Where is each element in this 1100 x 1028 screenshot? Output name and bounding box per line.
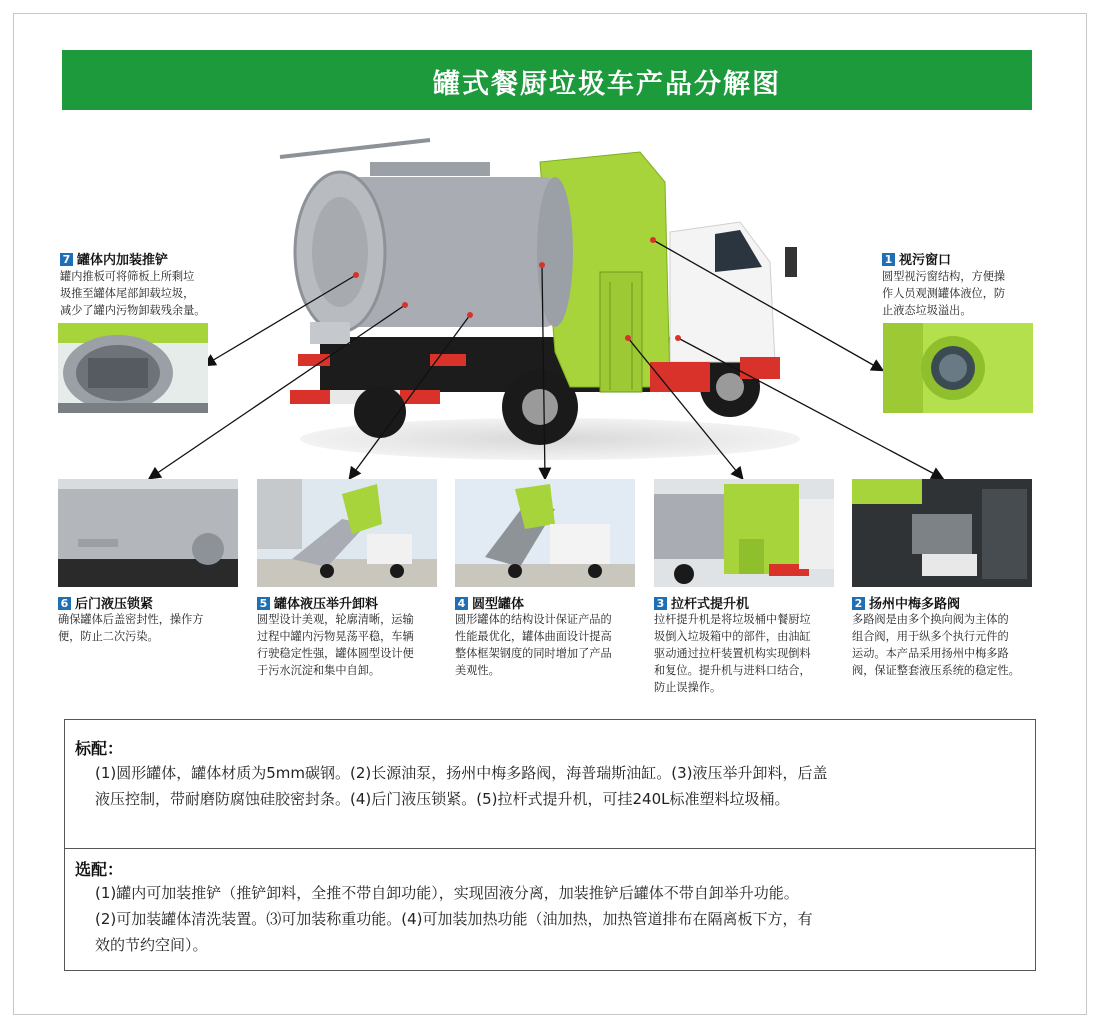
- feature-6-photo: [58, 479, 238, 587]
- page-title: 罐式餐厨垃圾车产品分解图: [433, 69, 781, 100]
- feature-2-title: 2 扬州中梅多路阀: [852, 593, 960, 612]
- standard-heading: 标配：: [75, 739, 124, 758]
- feature-3-photo: [654, 479, 834, 587]
- feature-6-badge: 6: [58, 597, 71, 610]
- feature-2-photo: [852, 479, 1032, 587]
- feature-6-desc: 确保罐体后盖密封性，操作方 便，防止二次污染。: [58, 613, 204, 643]
- feature-1-desc: 圆型视污窗结构，方便操 作人员观测罐体液位，防 止液态垃圾溢出。: [882, 270, 1006, 317]
- feature-2-badge: 2: [852, 597, 865, 610]
- optional-heading: 选配：: [75, 860, 124, 879]
- feature-5-title: 5 罐体液压举升卸料: [257, 593, 378, 612]
- feature-4-photo: [455, 479, 635, 587]
- feature-3-desc: 拉杆提升机是将垃圾桶中餐厨垃 圾倒入垃圾箱中的部件，由油缸 驱动通过拉杆装置机构实现倒料 和复位。提升机与进料口结合， 防止误操作。: [654, 613, 811, 694]
- feature-7-badge: 7: [60, 253, 73, 266]
- feature-1-badge: 1: [882, 253, 895, 266]
- feature-7-desc: 罐内推板可将筛板上所剩垃 圾推至罐体尾部卸载垃圾， 减少了罐内污物卸载残余量。: [60, 270, 206, 317]
- feature-5-desc: 圆型设计美观，轮廓清晰，运输 过程中罐内污物晃荡平稳，车辆 行驶稳定性强，罐体圆型设计便 于污水沉淀和集中自卸。: [257, 613, 414, 677]
- feature-4-title: 4 圆型罐体: [455, 593, 524, 612]
- feature-5-badge: 5: [257, 597, 270, 610]
- feature-2-desc: 多路阀是由多个换向阀为主体的 组合阀，用于纵多个执行元件的 运动。本产品采用扬州中梅多路 阀，保证整套液压系统的稳定性。: [852, 613, 1020, 677]
- feature-4-badge: 4: [455, 597, 468, 610]
- feature-4-desc: 圆形罐体的结构设计保证产品的 性能最优化，罐体曲面设计提高 整体框架钢度的同时增加了产品 美观性。: [455, 613, 612, 677]
- feature-5-photo: [257, 479, 437, 587]
- feature-7-photo: [58, 323, 208, 413]
- feature-3-badge: 3: [654, 597, 667, 610]
- spec-box: [64, 719, 1036, 971]
- feature-1-photo: [883, 323, 1033, 413]
- standard-config-text: (1)圆形罐体，罐体材质为5mm碳钢。(2)长源油泵，扬州中梅多路阀，海普瑞斯油缸。(3)液压举升卸料，后盖 液压控制，带耐磨防腐蚀硅胶密封条。(4)后门液压锁紧。(5)拉杆式提升机，可挂240L标准塑料垃圾桶。: [95, 764, 828, 808]
- feature-7-title: 7 罐体内加装推铲: [60, 249, 168, 268]
- feature-1-title: 1 视污窗口: [882, 249, 951, 268]
- feature-6-title: 6 后门液压锁紧: [58, 593, 153, 612]
- optional-config-text: (1)罐内可加装推铲（推铲卸料，全推不带自卸功能），实现固液分离，加装推铲后罐体不带自卸举升功能。 (2)可加装罐体清洗装置。⑶可加装称重功能。(4)可加装加热功能（油加热，加热管道排布在隔离板下方，有 效的节约空间）。: [95, 884, 813, 954]
- spec-divider: [65, 848, 1035, 849]
- feature-3-title: 3 拉杆式提升机: [654, 593, 749, 612]
